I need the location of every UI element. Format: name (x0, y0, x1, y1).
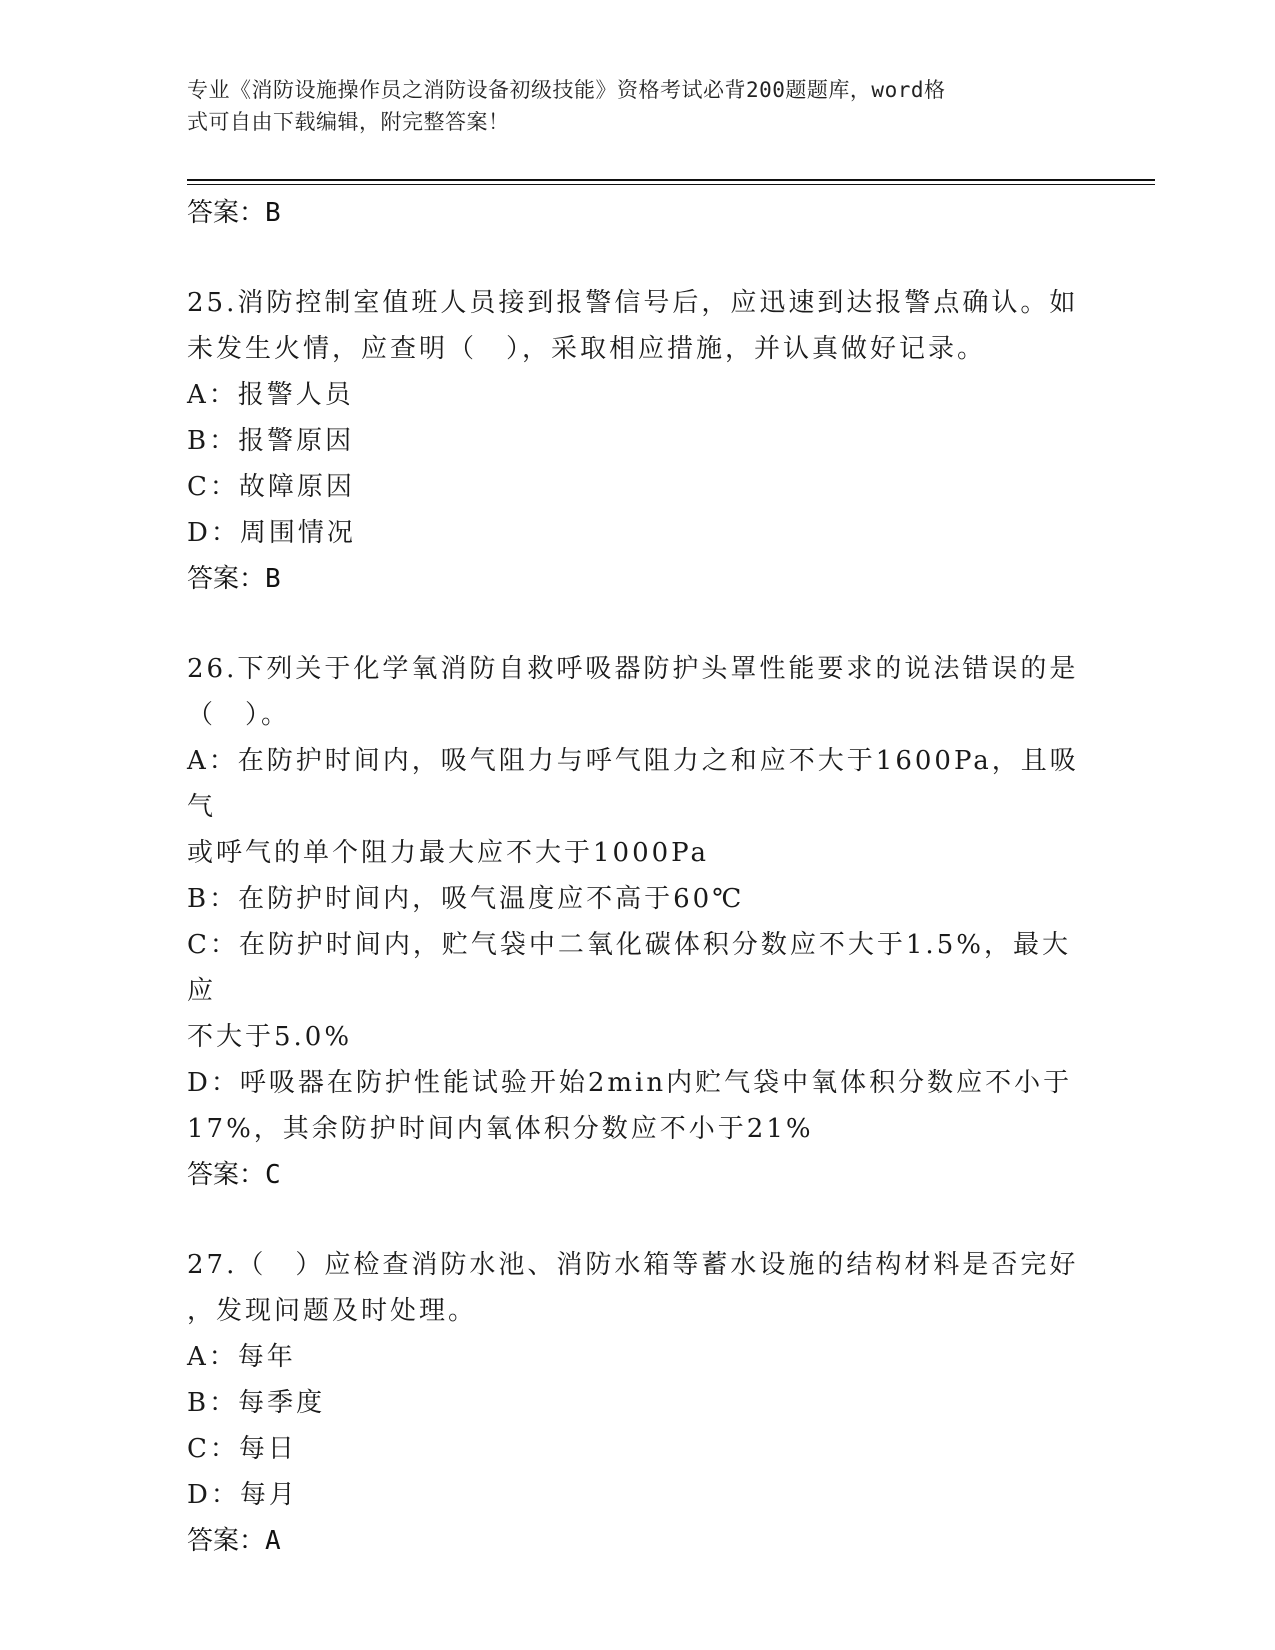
answer-line: 答案：A (187, 1526, 281, 1556)
answer-line: 答案：C (187, 1160, 281, 1190)
answer-line: 答案：B (187, 198, 281, 228)
question-25 (187, 280, 1087, 602)
option-d-continued: 17%，其余防护时间内氧体积分数应不小于21% (187, 1114, 814, 1144)
option-a-continued: 或呼气的单个阻力最大应不大于1000Pa (187, 838, 709, 868)
option-b: B：每季度 (187, 1388, 326, 1418)
question-text-line: ，发现问题及时处理。 (187, 1296, 478, 1326)
question-26 (187, 646, 1087, 1198)
option-c: C：在防护时间内，贮气袋中二氧化碳体积分数应不大于1.5%，最大应 (187, 930, 1071, 1006)
question-text-line: （ ）。 (187, 700, 291, 730)
document-body (187, 190, 1087, 1564)
question-text-line: 未发生火情，应查明（ ），采取相应措施，并认真做好记录。 (187, 334, 987, 364)
option-a: A：报警人员 (187, 380, 354, 410)
option-b: B：在防护时间内，吸气温度应不高于60℃ (187, 884, 745, 914)
option-b: B：报警原因 (187, 426, 355, 456)
option-d: D：周围情况 (187, 518, 356, 548)
option-c-continued: 不大于5.0% (187, 1022, 353, 1052)
question-text-line: 27.（ ）应检查消防水池、消防水箱等蓄水设施的结构材料是否完好 (187, 1250, 1079, 1280)
option-d: D：呼吸器在防护性能试验开始2min内贮气袋中氧体积分数应不小于 (187, 1068, 1073, 1098)
option-d: D：每月 (187, 1480, 298, 1510)
question-27 (187, 1242, 1087, 1564)
header-divider-thin (187, 184, 1155, 185)
question-text-line: 25.消防控制室值班人员接到报警信号后，应迅速到达报警点确认。如 (187, 288, 1079, 318)
header-divider-thick (187, 179, 1155, 181)
option-a: A：在防护时间内，吸气阻力与呼气阻力之和应不大于1600Pa，且吸气 (187, 746, 1079, 822)
document-header (187, 74, 1067, 138)
option-c: C：每日 (187, 1434, 297, 1464)
header-line-1: 专业《消防设施操作员之消防设备初级技能》资格考试必背200题题库，word格 (187, 78, 946, 102)
option-a: A：每年 (187, 1342, 296, 1372)
question-text-line: 26.下列关于化学氧消防自救呼吸器防护头罩性能要求的说法错误的是 (187, 654, 1079, 684)
option-c: C：故障原因 (187, 472, 355, 502)
answer-line: 答案：B (187, 564, 281, 594)
header-line-2: 式可自由下载编辑，附完整答案！ (187, 110, 510, 134)
